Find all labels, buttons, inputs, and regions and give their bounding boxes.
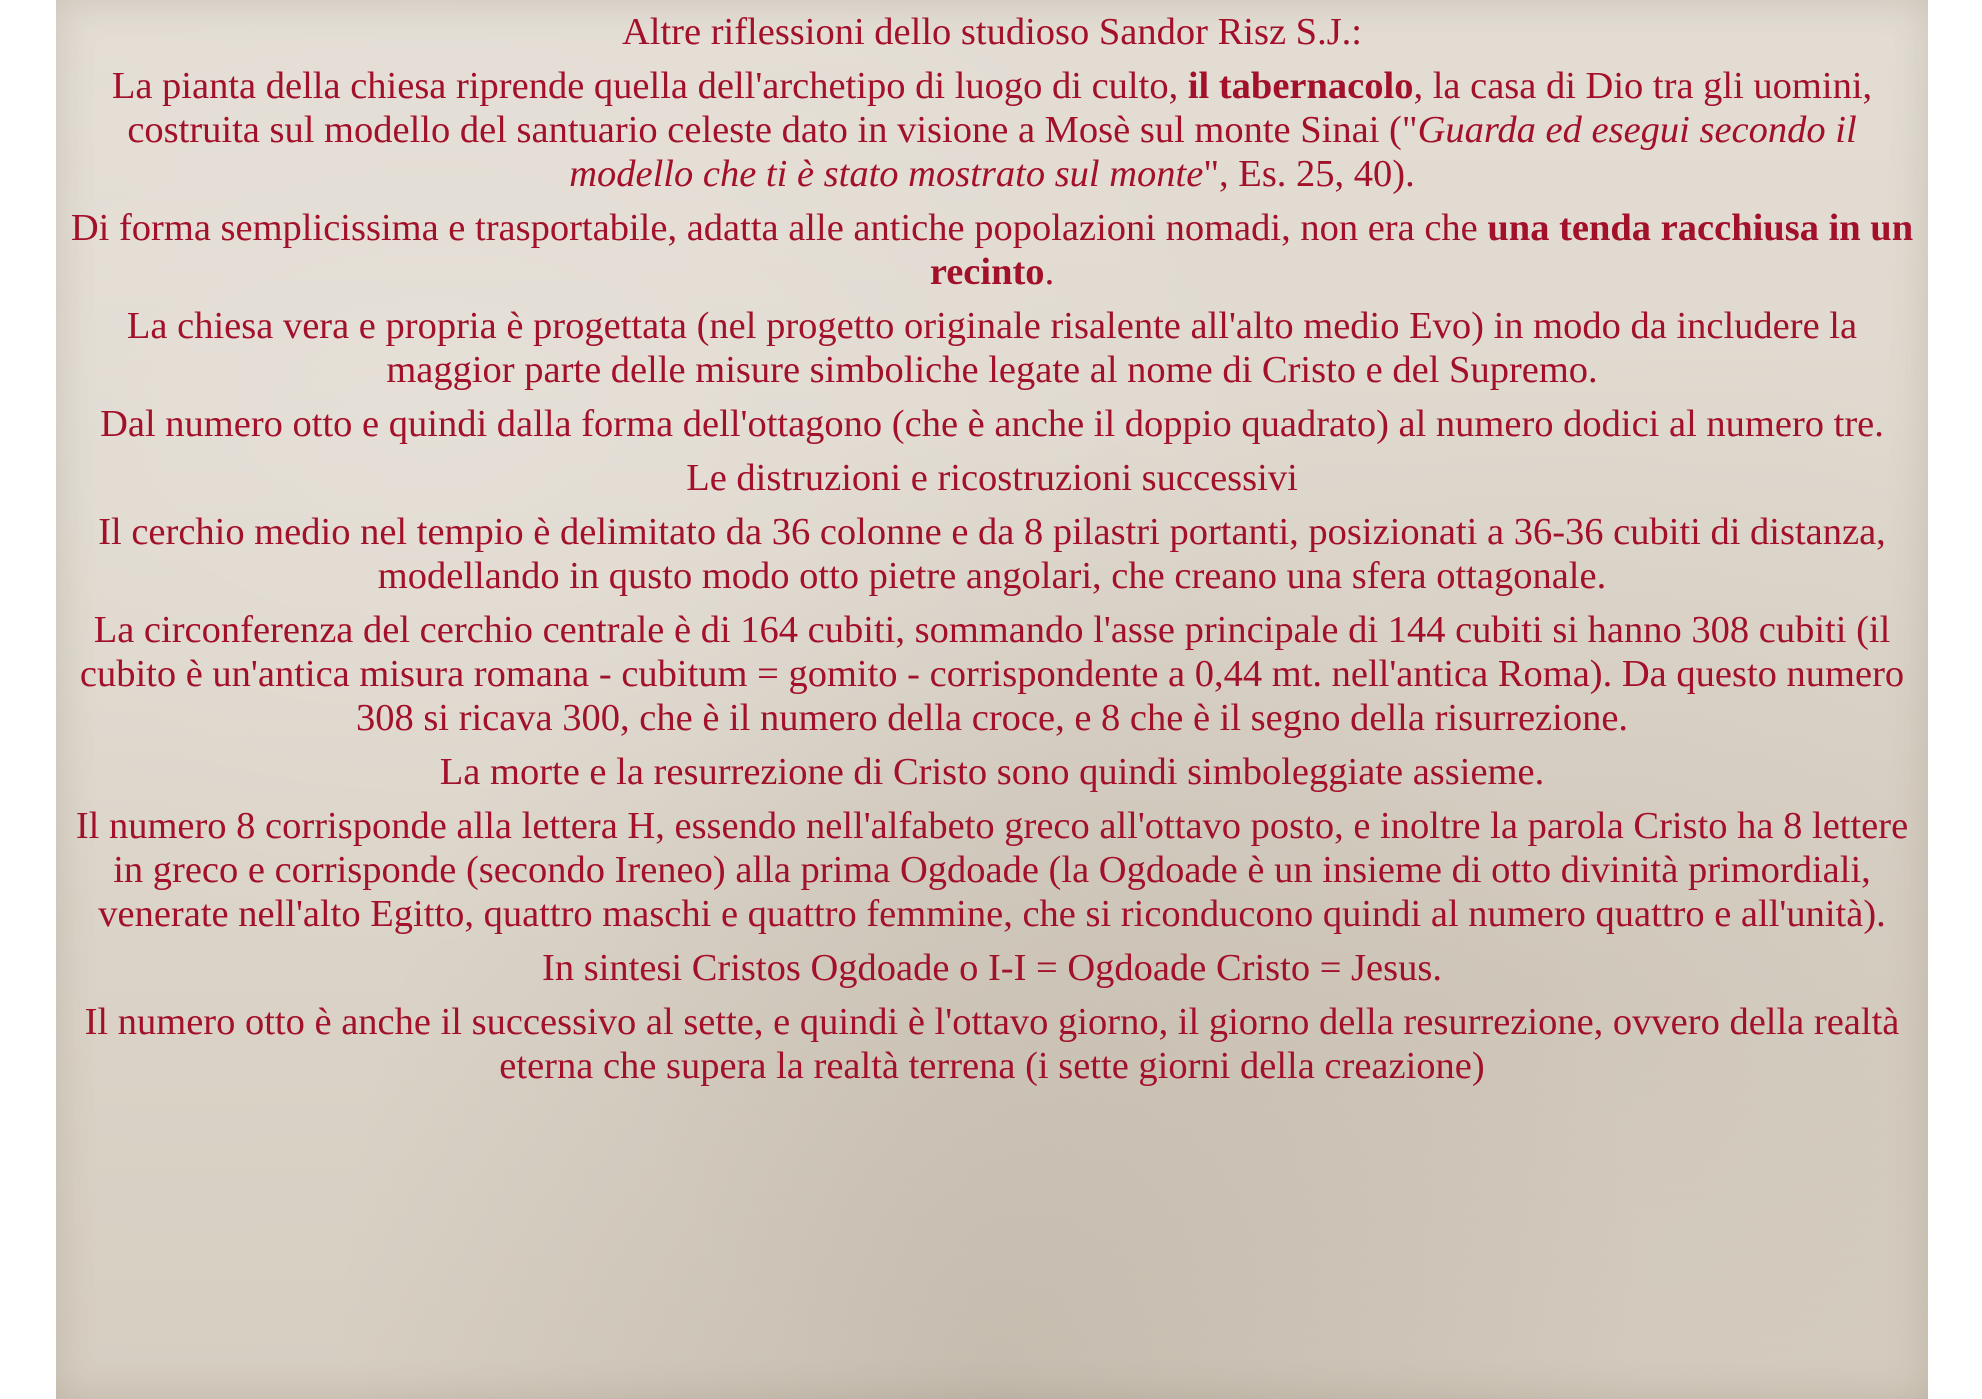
paragraph-death-resurrection: La morte e la resurrezione di Cristo sono quindi simboleggiate assieme. — [439, 751, 1545, 793]
document-text — [66, 10, 1918, 1098]
paragraph-circumference: La circonferenza del cerchio centrale è di 164 cubiti, sommando l'asse principale di 144 cubiti si hanno 308 cubiti (il cubito è un'antica misura romana - cubitum = gomito - corrispondente a 0,44 mt. nell'antica Roma). Da questo numero 308 si ricava 300, che è il numero della croce, e 8 che è il segno della risurrezione. — [79, 609, 1905, 739]
p2-text-c: . — [1044, 251, 1055, 293]
paragraph-tent — [66, 206, 1918, 294]
paragraph-eighth-day: Il numero otto è anche il successivo al sette, e quindi è l'ottavo giorno, il giorno della resurrezione, ovvero della realtà eterna che supera la realtà terrena (i sette giorni della creazione) — [84, 1001, 1900, 1087]
heading: Altre riflessioni dello studioso Sandor Risz S.J.: — [621, 11, 1363, 53]
p2-text-a: Di forma semplicissima e trasportabile, adatta alle antiche popolazioni nomadi, non era che — [70, 207, 1488, 249]
paragraph-octagon: Dal numero otto e quindi dalla forma dell'ottagono (che è anche il doppio quadrato) al numero dodici al numero tre. — [100, 403, 1884, 445]
p2-bold-tenda: una tenda racchiusa in un recinto — [929, 207, 1914, 293]
document-page — [56, 0, 1928, 1399]
p1-text-c: , la casa di Dio tra gli uomini, costruita sul modello del santuario celeste dato in visione a Mosè sul monte Sinai (" — [127, 65, 1873, 151]
paragraph-tabernacle — [66, 64, 1918, 196]
p1-bold-tabernacolo: il tabernacolo — [1187, 65, 1414, 107]
p1-text-a: La pianta della chiesa riprende quella dell'archetipo di luogo di culto, — [111, 65, 1188, 107]
paragraph-synthesis: In sintesi Cristos Ogdoade o I-I = Ogdoade Cristo = Jesus. — [542, 947, 1442, 989]
paragraph-circle: Il cerchio medio nel tempio è delimitato da 36 colonne e da 8 pilastri portanti, posizionati a 36-36 cubiti di distanza, modellando in qusto modo otto pietre angolari, che creano una sfera ottagonale. — [98, 511, 1886, 597]
paragraph-church: La chiesa vera e propria è progettata (nel progetto originale risalente all'alto medio Evo) in modo da includere la maggior parte delle misure simboliche legate al nome di Cristo e del Supremo. — [126, 305, 1858, 391]
paragraph-number-eight: Il numero 8 corrisponde alla lettera H, essendo nell'alfabeto greco all'ottavo posto, e inoltre la parola Cristo ha 8 lettere in greco e corrisponde (secondo Ireneo) alla prima Ogdoade (la Ogdoade è un insieme di otto divinità primordiali, venerate nell'alto Egitto, quattro maschi e quattro femmine, che si riconducono quindi al numero quattro e all'unità). — [75, 805, 1909, 935]
p1-text-e: ", Es. 25, 40). — [1203, 153, 1415, 195]
p1-italic-quote: Guarda ed esegui secondo il modello che ti è stato mostrato sul monte — [569, 109, 1857, 195]
paragraph-destructions: Le distruzioni e ricostruzioni successivi — [686, 457, 1298, 499]
